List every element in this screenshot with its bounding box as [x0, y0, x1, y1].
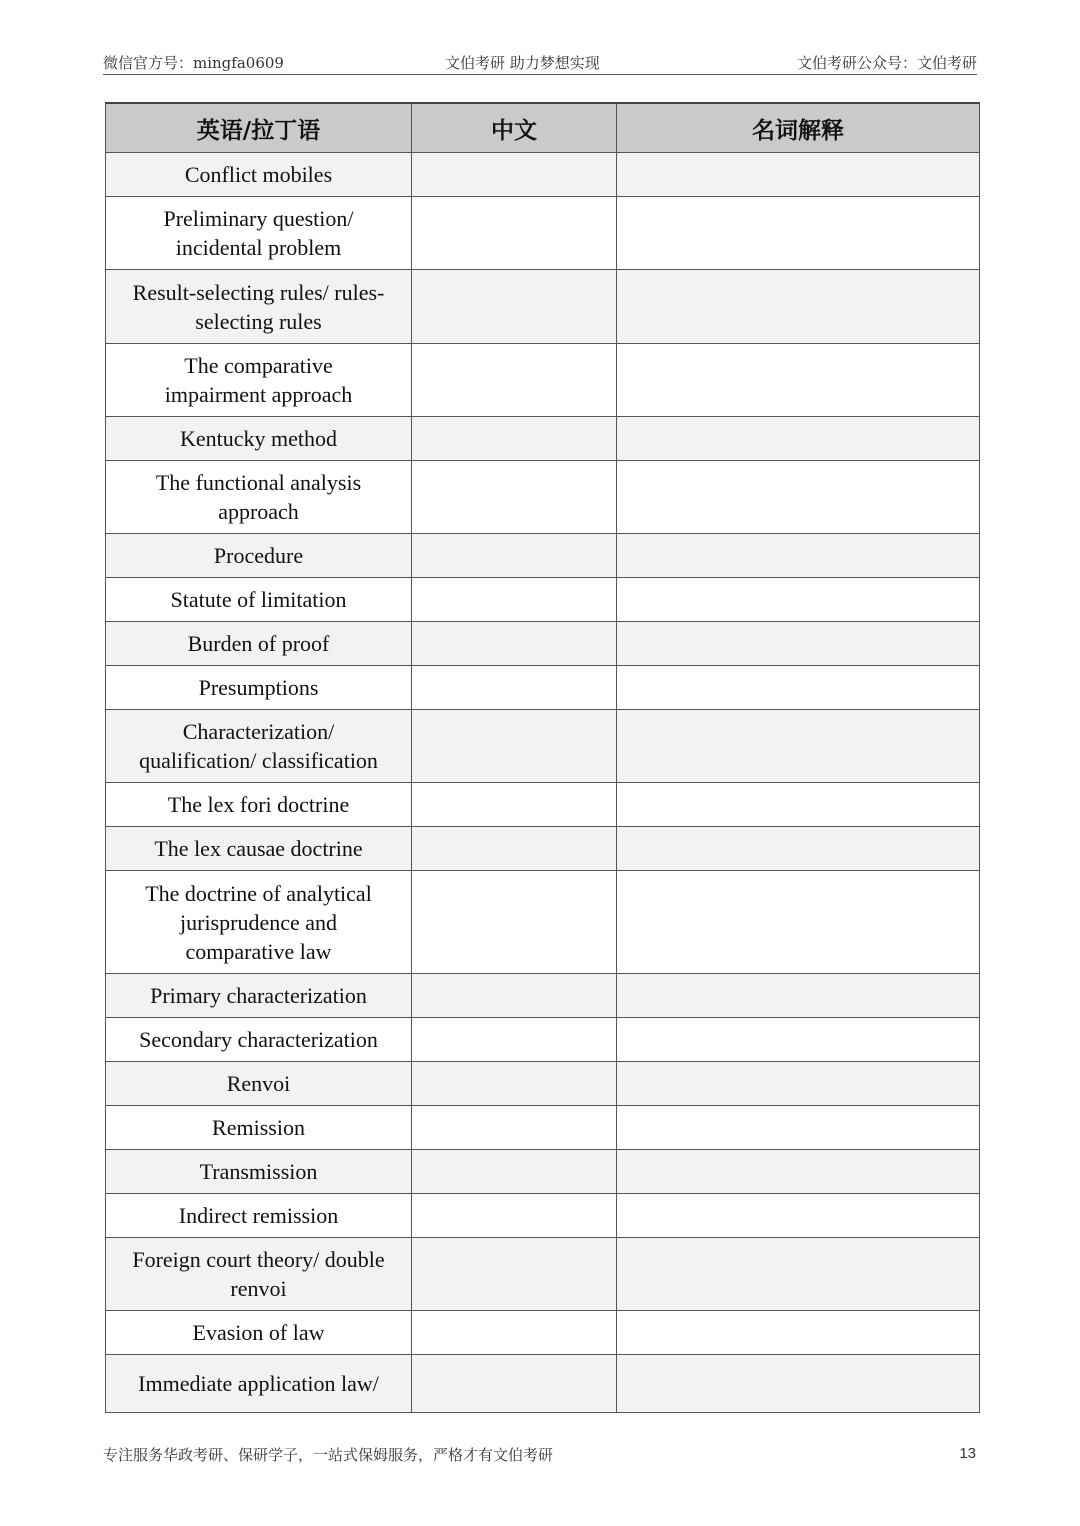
- term-chinese-cell: [412, 827, 617, 871]
- table-row: [106, 270, 980, 344]
- term-definition-cell: [617, 622, 980, 666]
- term-english-cell: [106, 1150, 412, 1194]
- term-chinese-cell: [412, 578, 617, 622]
- term-definition-cell: [617, 1018, 980, 1062]
- term-english-cell: [106, 666, 412, 710]
- footer-text: 专注服务华政考研、保研学子，一站式保姆服务，严格才有文伯考研: [103, 1446, 554, 1464]
- term-english-line: Primary characterization: [150, 983, 367, 1008]
- term-english-line: qualification/ classification: [139, 748, 378, 773]
- term-english-line: Conflict mobiles: [184, 162, 333, 187]
- table-row: [106, 344, 980, 417]
- term-chinese-cell: [412, 710, 617, 783]
- term-english-cell: [106, 827, 412, 871]
- term-chinese-cell: [412, 153, 617, 197]
- table-row: [106, 1194, 980, 1238]
- term-english-line: The lex causae doctrine: [154, 836, 363, 861]
- term-definition-cell: [617, 1106, 980, 1150]
- table-row: [106, 578, 980, 622]
- header-wechat-id: 微信官方号：mingfa0609: [103, 54, 284, 72]
- term-definition-cell: [617, 710, 980, 783]
- table-row: [106, 153, 980, 197]
- column-header-english-latin: 英语/拉丁语: [106, 103, 412, 153]
- term-chinese-cell: [412, 974, 617, 1018]
- term-definition-cell: [617, 1150, 980, 1194]
- term-english-line: Evasion of law: [192, 1320, 325, 1345]
- term-english-cell: [106, 1238, 412, 1311]
- term-english-cell: [106, 344, 412, 417]
- table-row: [106, 534, 980, 578]
- header-official-account: 文伯考研公众号：文伯考研: [796, 54, 977, 72]
- term-english-line: approach: [218, 499, 299, 524]
- term-chinese-cell: [412, 622, 617, 666]
- term-english-line: Characterization/: [182, 719, 335, 744]
- term-definition-cell: [617, 417, 980, 461]
- table-row: [106, 622, 980, 666]
- term-english-cell: [106, 871, 412, 974]
- page-number: 13: [959, 1445, 976, 1462]
- term-english-cell: [106, 1018, 412, 1062]
- term-definition-cell: [617, 974, 980, 1018]
- term-definition-cell: [617, 153, 980, 197]
- term-chinese-cell: [412, 1194, 617, 1238]
- term-english-cell: [106, 1062, 412, 1106]
- table-row: [106, 1018, 980, 1062]
- term-english-cell: [106, 534, 412, 578]
- term-definition-cell: [617, 197, 980, 270]
- term-english-line: Statute of limitation: [170, 587, 347, 612]
- table-row: [106, 461, 980, 534]
- term-english-cell: [106, 783, 412, 827]
- term-chinese-cell: [412, 1238, 617, 1311]
- term-english-line: Presumptions: [198, 675, 319, 700]
- term-english-cell: [106, 578, 412, 622]
- term-definition-cell: [617, 1062, 980, 1106]
- term-chinese-cell: [412, 1106, 617, 1150]
- term-english-line: impairment approach: [164, 382, 353, 407]
- term-english-cell: [106, 461, 412, 534]
- term-english-line: Renvoi: [226, 1071, 291, 1096]
- term-english-line: The functional analysis: [155, 470, 362, 495]
- term-english-line: Secondary characterization: [139, 1027, 378, 1052]
- table-row: [106, 197, 980, 270]
- term-english-line: Transmission: [199, 1159, 318, 1184]
- term-english-cell: [106, 270, 412, 344]
- table-row: [106, 1062, 980, 1106]
- term-english-line: renvoi: [230, 1276, 287, 1301]
- term-chinese-cell: [412, 871, 617, 974]
- term-definition-cell: [617, 827, 980, 871]
- column-header-definition: 名词解释: [617, 103, 980, 153]
- term-english-line: Indirect remission: [178, 1203, 339, 1228]
- term-english-line: comparative law: [185, 938, 332, 964]
- term-chinese-cell: [412, 1018, 617, 1062]
- term-definition-cell: [617, 461, 980, 534]
- term-definition-cell: [617, 270, 980, 344]
- term-chinese-cell: [412, 1311, 617, 1355]
- page-header: [103, 50, 977, 75]
- table-row: [106, 1106, 980, 1150]
- table-row: [106, 417, 980, 461]
- term-chinese-cell: [412, 344, 617, 417]
- table-row: [106, 710, 980, 783]
- term-english-line: Procedure: [213, 543, 304, 568]
- term-english-cell: [106, 1106, 412, 1150]
- term-english-line: Preliminary question/: [163, 206, 354, 231]
- term-chinese-cell: [412, 417, 617, 461]
- term-chinese-cell: [412, 1150, 617, 1194]
- term-english-cell: [106, 622, 412, 666]
- term-english-line: Immediate application law/: [138, 1371, 379, 1396]
- term-chinese-cell: [412, 270, 617, 344]
- terms-table-body: [106, 153, 980, 1413]
- term-chinese-cell: [412, 461, 617, 534]
- term-chinese-cell: [412, 1355, 617, 1413]
- term-english-line: selecting rules: [195, 308, 322, 334]
- term-english-cell: [106, 974, 412, 1018]
- term-chinese-cell: [412, 783, 617, 827]
- term-english-line: The comparative: [184, 353, 333, 378]
- term-definition-cell: [617, 783, 980, 827]
- term-definition-cell: [617, 344, 980, 417]
- table-row: [106, 1238, 980, 1311]
- column-header-chinese: 中文: [412, 103, 617, 153]
- term-english-line: incidental problem: [175, 235, 342, 260]
- term-english-line: Result-selecting rules/ rules-: [132, 279, 385, 305]
- table-row: [106, 827, 980, 871]
- term-english-line: The doctrine of analytical: [145, 880, 372, 906]
- terms-table: [105, 102, 980, 1413]
- term-definition-cell: [617, 1311, 980, 1355]
- term-english-line: Burden of proof: [187, 631, 330, 656]
- term-english-cell: [106, 710, 412, 783]
- table-row: [106, 871, 980, 974]
- term-chinese-cell: [412, 666, 617, 710]
- term-english-line: Remission: [212, 1115, 305, 1140]
- term-english-line: The lex fori doctrine: [167, 792, 350, 817]
- table-row: [106, 974, 980, 1018]
- term-definition-cell: [617, 1238, 980, 1311]
- table-row: [106, 666, 980, 710]
- header-slogan: 文伯考研 助力梦想实现: [445, 54, 600, 72]
- table-header-row: [106, 103, 980, 153]
- term-definition-cell: [617, 871, 980, 974]
- table-row: [106, 783, 980, 827]
- table-row: [106, 1150, 980, 1194]
- term-english-line: Foreign court theory/ double: [132, 1247, 385, 1272]
- term-english-line: Kentucky method: [179, 426, 338, 451]
- term-english-line: jurisprudence and: [180, 909, 337, 935]
- term-chinese-cell: [412, 197, 617, 270]
- term-english-cell: [106, 417, 412, 461]
- term-english-cell: [106, 153, 412, 197]
- table-row: [106, 1355, 980, 1413]
- term-definition-cell: [617, 1355, 980, 1413]
- term-chinese-cell: [412, 1062, 617, 1106]
- term-definition-cell: [617, 534, 980, 578]
- term-definition-cell: [617, 666, 980, 710]
- term-definition-cell: [617, 1194, 980, 1238]
- term-definition-cell: [617, 578, 980, 622]
- term-english-cell: [106, 1194, 412, 1238]
- term-english-cell: [106, 1311, 412, 1355]
- term-english-cell: [106, 197, 412, 270]
- term-chinese-cell: [412, 534, 617, 578]
- term-english-cell: [106, 1355, 412, 1413]
- table-row: [106, 1311, 980, 1355]
